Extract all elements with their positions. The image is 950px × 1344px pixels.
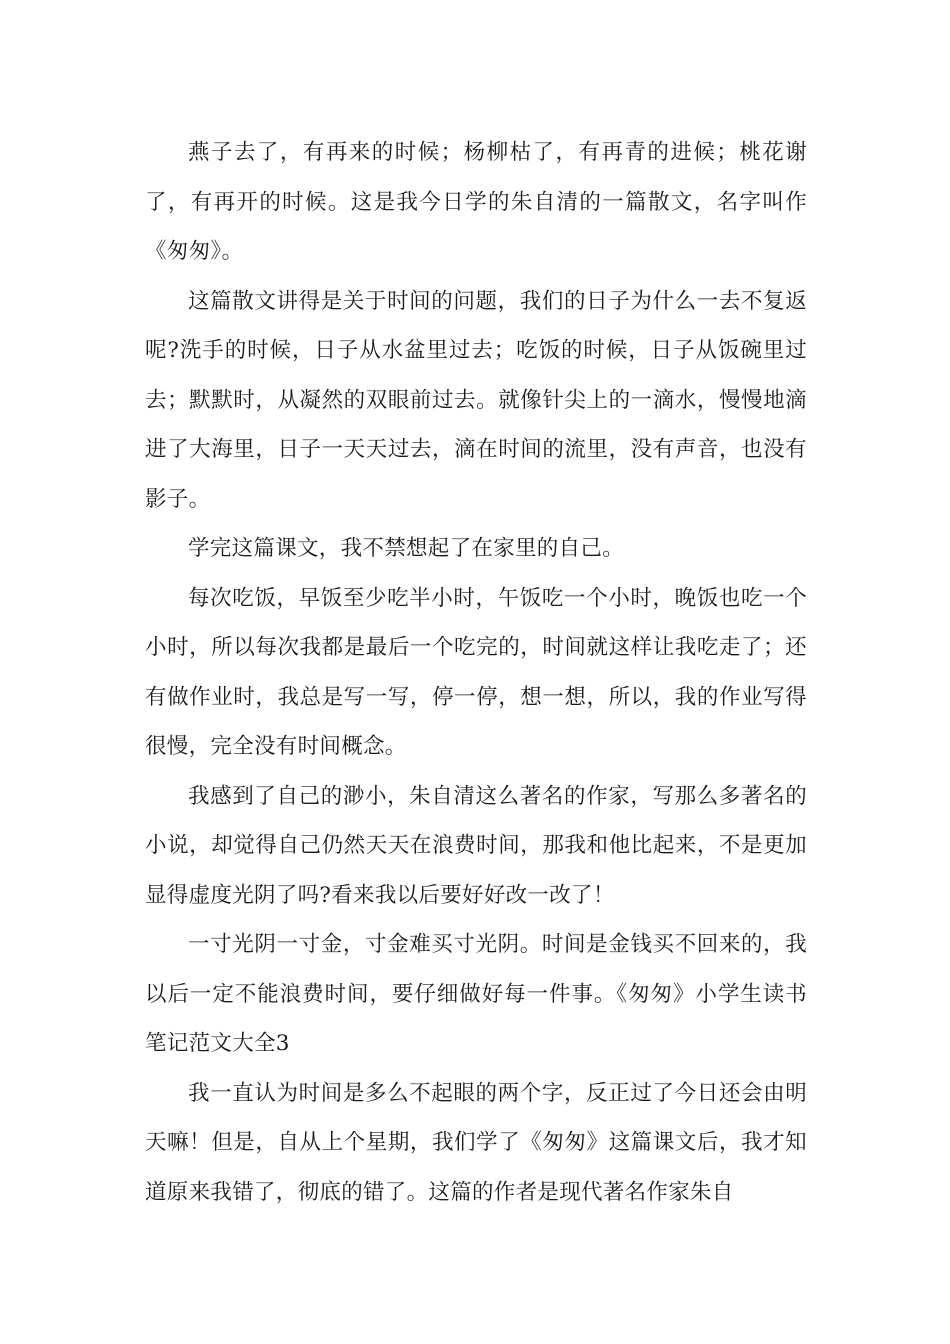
paragraph-7: 我一直认为时间是多么不起眼的两个字，反正过了今日还会由明天嘛！但是，自从上个星期，我们学了《匆匆》这篇课文后，我才知道原来我错了，彻底的错了。这篇的作者是现代著名作家朱自 <box>145 1080 807 1205</box>
document-body <box>145 128 807 1217</box>
paragraph-3: 学完这篇课文，我不禁想起了在家里的自己。 <box>188 536 625 561</box>
paragraph-2: 这篇散文讲得是关于时间的问题，我们的日子为什么一去不复返呢?洗手的时候，日子从水盆里过去；吃饭的时候，日子从饭碗里过去；默默时，从凝然的双眼前过去。就像针尖上的一滴水，慢慢地滴进了大海里，日子一天天过去，滴在时间的流里，没有声音，也没有影子。 <box>145 288 807 512</box>
paragraph-1: 燕子去了，有再来的时候；杨柳枯了，有再青的进候；桃花谢了，有再开的时候。这是我今日学的朱自清的一篇散文，名字叫作《匆匆》。 <box>145 140 807 264</box>
paragraph-6: 一寸光阴一寸金，寸金难买寸光阴。时间是金钱买不回来的，我以后一定不能浪费时间，要仔细做好每一件事。《匆匆》小学生读书笔记范文大全3 <box>145 932 807 1056</box>
paragraph-5: 我感到了自己的渺小，朱自清这么著名的作家，写那么多著名的小说，却觉得自己仍然天天在浪费时间，那我和他比起来，不是更加显得虚度光阴了吗?看来我以后要好好改一改了！ <box>145 783 807 908</box>
paragraph-4: 每次吃饭，早饭至少吃半小时，午饭吃一个小时，晚饭也吃一个小时，所以每次我都是最后一个吃完的，时间就这样让我吃走了；还有做作业时，我总是写一写，停一停，想一想，所以，我的作业写得很慢，完全没有时间概念。 <box>145 585 807 759</box>
